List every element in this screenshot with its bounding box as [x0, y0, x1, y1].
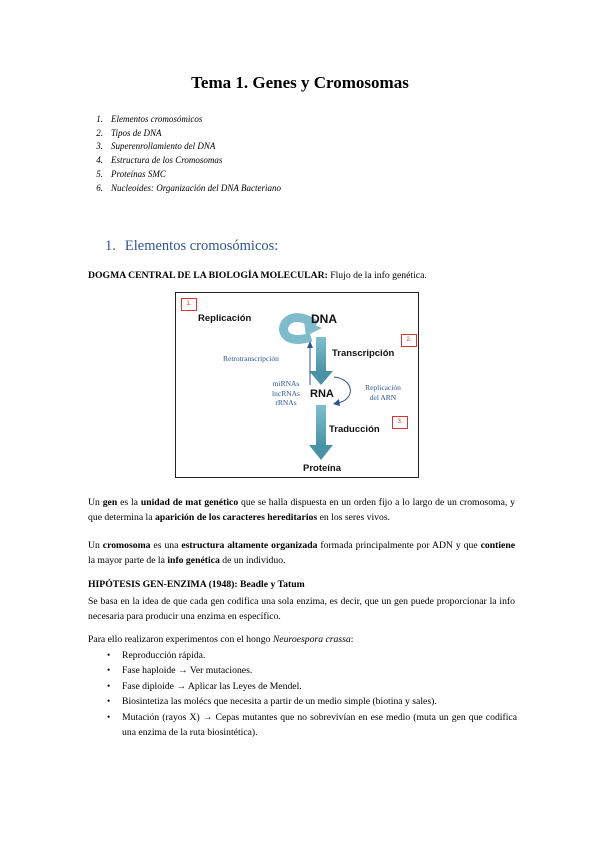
step-number-2: 2.	[401, 334, 417, 347]
label-replicacion-arn: Replicación del ARN	[365, 383, 401, 402]
list-item: • Fase diploide → Aplicar las Leyes de Mendel.	[107, 680, 302, 692]
transcription-shaft	[316, 337, 326, 371]
section-heading-1: 1. Elementos cromosómicos:	[105, 238, 279, 254]
hipotesis-heading: HIPÓTESIS GEN-ENZIMA (1948): Beadle y Tatum	[88, 579, 305, 590]
list-item: • Fase haploide → Ver mutaciones.	[107, 665, 253, 677]
label-proteina: Proteína	[303, 463, 342, 474]
translation-arrowhead	[309, 445, 333, 460]
label-transcripcion: Transcripción	[332, 348, 395, 359]
experiment-intro: Para ello realizaron experimentos con el hongo Neuroespora crassa:	[88, 634, 354, 645]
label-retrotranscripcion: Retrotranscripción	[223, 354, 279, 363]
cromosoma-definition: Un cromosoma es una estructura altamente organizada formada principalmente por ADN y que contiene la mayor parte de la info genética de un individuo.	[88, 540, 516, 566]
dogma-line: DOGMA CENTRAL DE LA BIOLOGÍA MOLECULAR: Flujo de la info genética.	[88, 270, 427, 281]
list-item: • Biosintetiza las molécs que necesita a partir de un medio simple (biotina y sales).	[107, 696, 437, 708]
toc-item: 3. Superenrollamiento del DNA	[96, 141, 216, 152]
label-rna: RNA	[310, 388, 334, 400]
hipotesis-paragraph: Se basa en la idea de que cada gen codifica una sola enzima, es decir, que un gen puede proporcionar la info necesaria para producir una enzima en específico.	[88, 596, 515, 622]
step-number-1: 1.	[181, 298, 197, 311]
step-number-3: 3.	[392, 416, 408, 429]
toc-item: 2. Tipos de DNA	[96, 127, 162, 138]
toc-item: 6. Nucleoides: Organización del DNA Bacteriano	[96, 182, 281, 193]
table-of-contents	[88, 113, 281, 195]
gen-definition: Un gen es la unidad de mat genético que se halla dispuesta en un orden fijo a lo largo de un cromosoma, y que determina la aparición de los caracteres hereditarios en los seres vivos.	[88, 497, 515, 523]
label-replicacion: Replicación	[198, 313, 252, 324]
central-dogma-diagram	[175, 292, 419, 478]
list-item: • Mutación (rayos X) → Cepas mutantes que no sobrevivían en ese medio (muta un gen que codifica una enzima de la ruta biosintética).	[107, 711, 517, 739]
toc-item: 1. Elementos cromosómicos	[96, 114, 203, 124]
rna-replication-arc	[334, 377, 350, 403]
label-noncoding-rnas: miRNAs lncRNAs rRNAs	[272, 379, 300, 407]
label-dna: DNA	[311, 312, 337, 326]
neurospora-features-list	[107, 648, 517, 740]
label-traduccion: Traducción	[329, 424, 380, 435]
toc-item: 4. Estructura de los Cromosomas	[96, 155, 223, 166]
page-title: Tema 1. Genes y Cromosomas	[191, 73, 409, 92]
translation-shaft	[316, 405, 326, 445]
rna-replication-arrowhead	[333, 399, 340, 406]
transcription-arrowhead	[309, 371, 333, 385]
toc-item: 5. Proteínas SMC	[96, 168, 166, 179]
list-item: • Reproducción rápida.	[107, 650, 206, 661]
